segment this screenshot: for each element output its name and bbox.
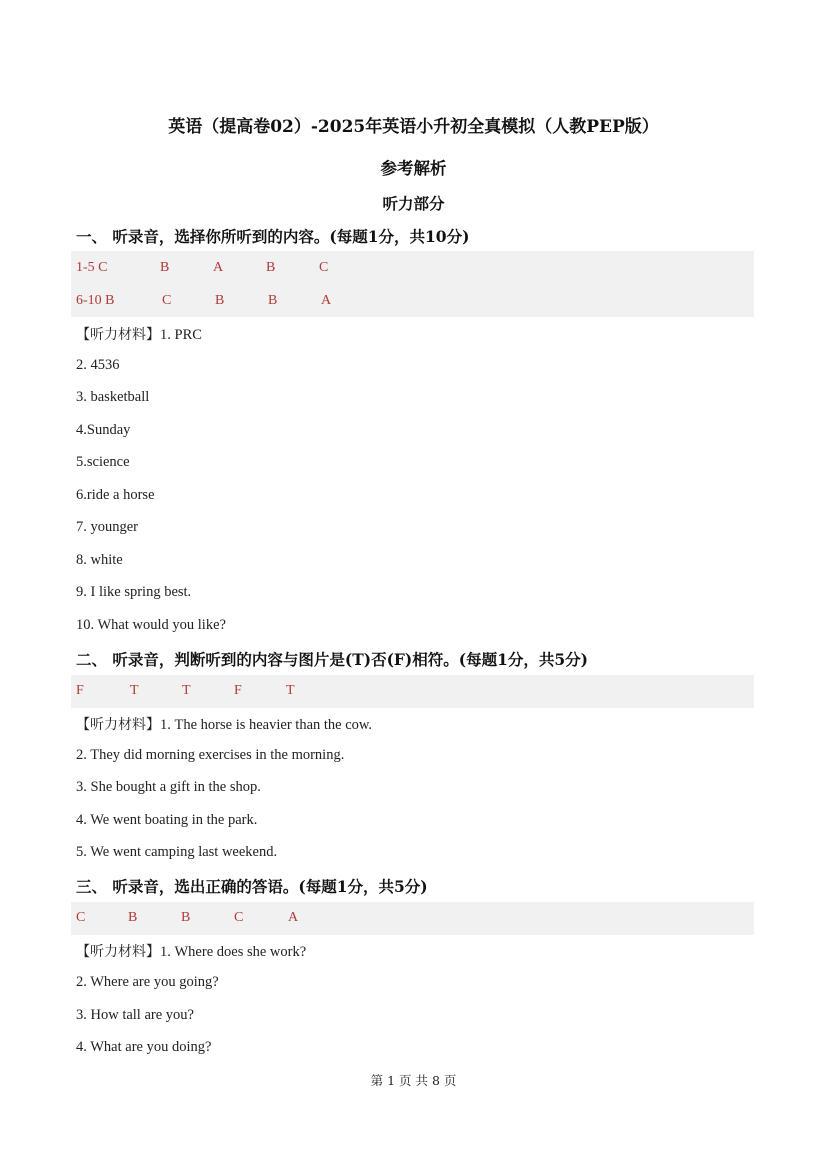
material-line: 6.ride a horse <box>76 487 155 503</box>
material-line: 【听力材料】1. Where does she work? <box>76 944 307 960</box>
material-line: 9. I like spring best. <box>76 584 192 600</box>
answer-item: T <box>286 683 295 698</box>
section-3-heading: 三、 听录音，选出正确的答语。(每题1分，共5分) <box>76 877 428 896</box>
answer-row <box>76 293 331 309</box>
material-tag: 【听力材料】 <box>76 944 160 960</box>
material-line: 2. Where are you going? <box>76 974 219 990</box>
material-line: 5.science <box>76 454 130 470</box>
answer-item: B <box>160 260 170 275</box>
answer-item: 6-10 B <box>76 293 115 308</box>
answer-item: C <box>162 293 172 308</box>
document-title: 英语（提高卷02）-2025年英语小升初全真模拟（人教PEP版） <box>168 117 659 137</box>
answer-item: F <box>234 683 242 698</box>
material-line: 4. We went boating in the park. <box>76 812 258 828</box>
answer-row <box>76 260 328 276</box>
material-tag: 【听力材料】 <box>76 327 160 343</box>
answer-item: B <box>128 910 138 925</box>
answer-item: B <box>215 293 225 308</box>
answer-item: T <box>182 683 191 698</box>
section-2-heading: 二、 听录音，判断听到的内容与图片是(T)否(F)相符。(每题1分，共5分) <box>76 650 589 669</box>
material-line: 7. younger <box>76 519 139 535</box>
answer-item: A <box>321 293 332 308</box>
answer-item: 1-5 C <box>76 260 108 275</box>
answer-item: A <box>213 260 224 275</box>
answer-item: T <box>130 683 139 698</box>
answer-row <box>76 910 298 926</box>
material-line: 8. white <box>76 552 123 568</box>
material-line: 3. basketball <box>76 389 150 405</box>
answer-item: B <box>266 260 276 275</box>
answer-item: C <box>234 910 244 925</box>
section-1-heading: 一、 听录音，选择你所听到的内容。(每题1分，共10分) <box>76 227 470 246</box>
answer-item: A <box>288 910 299 925</box>
answer-row <box>76 683 295 699</box>
answer-item: C <box>319 260 329 275</box>
material-line: 【听力材料】1. The horse is heavier than the cow. <box>76 717 373 733</box>
answer-item: B <box>181 910 191 925</box>
answer-item: C <box>76 910 86 925</box>
part-heading: 听力部分 <box>382 194 445 213</box>
material-line: 【听力材料】1. PRC <box>76 327 202 343</box>
answer-item: B <box>268 293 278 308</box>
material-line: 2. 4536 <box>76 357 120 373</box>
answer-item: F <box>76 683 84 698</box>
document-subtitle: 参考解析 <box>380 159 447 178</box>
material-line: 3. She bought a gift in the shop. <box>76 779 261 795</box>
material-line: 5. We went camping last weekend. <box>76 844 278 860</box>
material-tag: 【听力材料】 <box>76 717 160 733</box>
material-line: 4. What are you doing? <box>76 1039 212 1055</box>
material-line: 3. How tall are you? <box>76 1007 194 1023</box>
page-footer: 第 1 页 共 8 页 <box>370 1073 457 1088</box>
material-line: 4.Sunday <box>76 422 131 438</box>
material-line: 10. What would you like? <box>76 617 226 633</box>
material-line: 2. They did morning exercises in the morning. <box>76 747 345 763</box>
